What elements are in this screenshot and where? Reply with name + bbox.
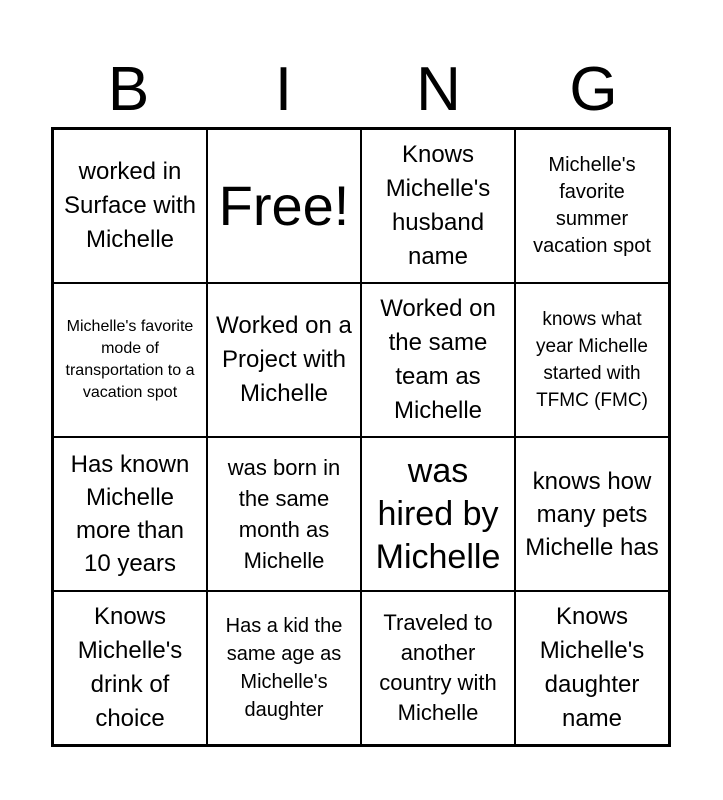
bingo-cell[interactable] <box>515 129 669 283</box>
header-letter-b: B <box>107 55 150 124</box>
bingo-cell[interactable] <box>361 437 515 591</box>
cell-text: Has a kid the same age as Michelle's daughter <box>225 615 343 721</box>
cell-text: Worked on a Project with Michelle <box>216 312 352 407</box>
cell-text: was hired by Michelle <box>375 451 501 576</box>
cell-text: knows how many pets Michelle has <box>525 467 659 561</box>
cell-text: Knows Michelle's husband name <box>385 141 491 270</box>
bingo-header <box>51 55 671 125</box>
header-letter-g: G <box>569 55 618 124</box>
cell-text: Worked on the same team as Michelle <box>380 295 496 424</box>
cell-text: Traveled to another country with Michelle <box>379 610 497 725</box>
bingo-cell[interactable] <box>361 129 515 283</box>
bingo-cell-free[interactable] <box>207 129 361 283</box>
cell-text: Knows Michelle's drink of choice <box>77 603 183 732</box>
cell-text: Knows Michelle's daughter name <box>539 603 645 732</box>
bingo-board <box>51 127 671 747</box>
bingo-cell[interactable] <box>207 591 361 745</box>
bingo-cell[interactable] <box>53 129 207 283</box>
header-letter-i: I <box>274 55 293 124</box>
bingo-cell[interactable] <box>53 591 207 745</box>
bingo-cell[interactable] <box>207 437 361 591</box>
cell-text: Has known Michelle more than 10 years <box>70 451 190 577</box>
header-letter-n: N <box>416 55 461 124</box>
cell-text: Free! <box>218 174 350 237</box>
bingo-cell[interactable] <box>53 283 207 437</box>
bingo-cell[interactable] <box>53 437 207 591</box>
cell-text: was born in the same month as Michelle <box>227 455 341 573</box>
bingo-cell[interactable] <box>361 283 515 437</box>
bingo-cell[interactable] <box>515 283 669 437</box>
bingo-cell[interactable] <box>515 591 669 745</box>
cell-text: Michelle's favorite summer vacation spot <box>533 154 651 257</box>
cell-text: worked in Surface with Michelle <box>63 158 197 253</box>
bingo-cell[interactable] <box>207 283 361 437</box>
cell-text: knows what year Michelle started with TFMC (FMC) <box>536 309 648 411</box>
bingo-cell[interactable] <box>515 437 669 591</box>
cell-text: Michelle's favorite mode of transportation to a vacation spot <box>65 318 195 401</box>
bingo-cell[interactable] <box>361 591 515 745</box>
